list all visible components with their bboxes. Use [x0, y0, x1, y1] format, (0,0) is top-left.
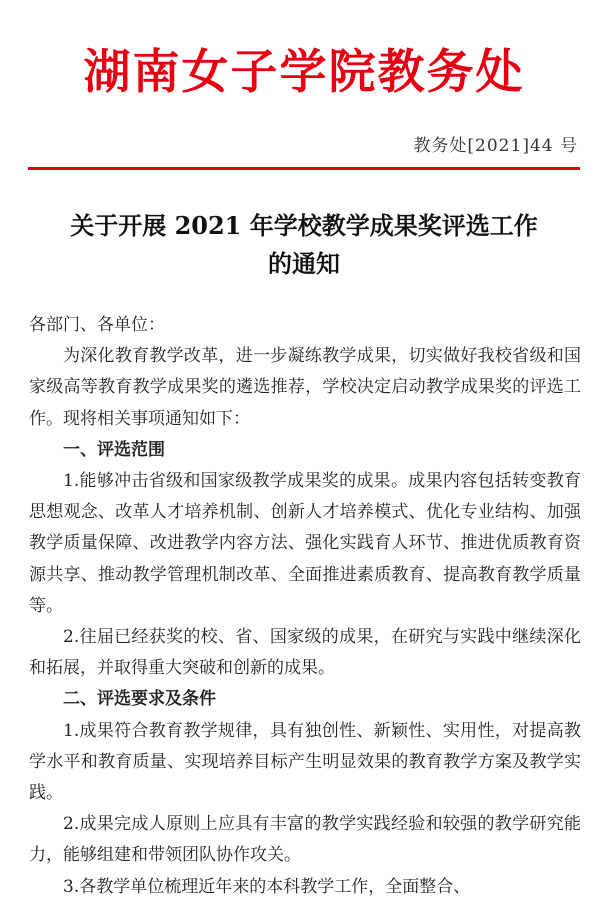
scope-item-2: 2.往届已经获奖的校、省、国家级的成果，在研究与实践中继续深化和拓展，并取得重大突破和创新的成果。 [29, 627, 581, 679]
salutation: 各部门、各单位： [29, 315, 165, 335]
notice-title [20, 207, 588, 283]
requirement-item-1: 1.成果符合教育教学规律，具有独创性、新颖性、实用性，对提高教学水平和教育质量、实现培养目标产生明显效果的教育教学方案及教学实践。 [29, 720, 581, 804]
red-divider-line [28, 167, 580, 170]
issuing-office-header: 湖南女子学院教务处 [83, 45, 525, 100]
scope-item-1: 1.能够冲击省级和国家级教学成果奖的成果。成果内容包括转变教育思想观念、改革人才培养机制、创新人才培养模式、优化专业结构、加强教学质量保障、改进教学内容方法、强化实践育人环节、推进优质教育资源共享、推动教学管理机制改革、全面推进素质教育、提高教育教学质量等。 [29, 471, 581, 616]
document-number: 教务处[2021]44 号 [413, 136, 578, 156]
section-heading-requirements: 二、评选要求及条件 [63, 689, 216, 710]
section-heading-scope: 一、评选范围 [63, 439, 165, 460]
requirement-item-3: 3.各教学单位梳理近年来的本科教学工作，全面整合、 [63, 876, 471, 897]
intro-paragraph: 为深化教育教学改革，进一步凝练教学成果，切实做好我校省级和国家级高等教育教学成果奖的遴选推荐，学校决定启动教学成果奖的评选工作。现将相关事项通知如下： [29, 346, 581, 429]
notice-body [29, 310, 581, 903]
requirement-item-2: 2.成果完成人原则上应具有丰富的教学实践经验和较强的教学研究能力，能够组建和带领团队协作攻关。 [29, 814, 581, 866]
notice-title-line-2: 的通知 [268, 249, 340, 278]
notice-title-line-1: 关于开展 2021 年学校教学成果奖评选工作 [70, 211, 538, 240]
